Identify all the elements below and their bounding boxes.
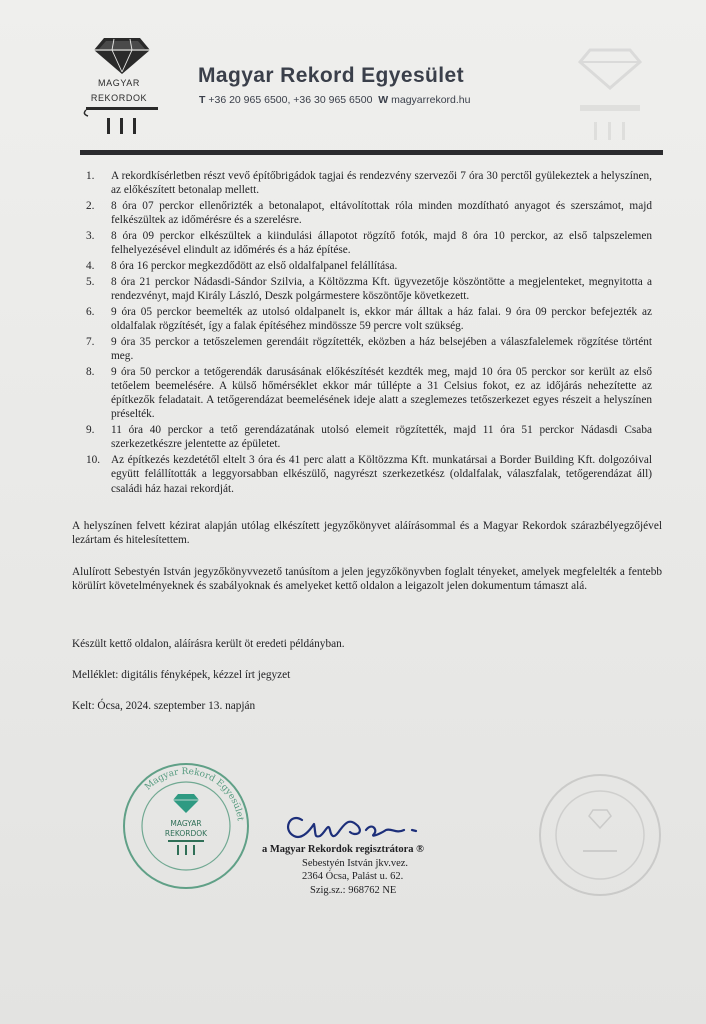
organization-name: Magyar Rekord Egyesület (198, 64, 464, 87)
item-number: 3. (86, 230, 95, 242)
item-number: 1. (86, 170, 95, 182)
item-text: 8 óra 21 perckor Nádasdi-Sándor Szilvia, a Költözzma Kft. ügyvezetője köszöntötte a megjelenteket, megnyitotta a rendezvényt, majd Király László, Deszk polgármestere köszöntője következett. (111, 275, 652, 302)
official-stamp-icon (120, 760, 252, 892)
embossed-seal-icon (535, 770, 665, 900)
phone-label: T (199, 94, 206, 106)
item-text: 9 óra 05 perckor beemelték az utolsó oldalpanelt is, ekkor már álltak a ház falai. 9 óra 09 perckor befejezték az oldalfalak rögzítését, így a falak építéséhez mindössze 59 percre volt szükség. (111, 305, 652, 332)
logo-text-rekordok: REKORDOK (90, 93, 148, 103)
list-item (86, 305, 652, 333)
item-text: Az építkezés kezdetétől eltelt 3 óra és 41 perc alatt a Költözzma Kft. munkatársai a Border Building Kft. dolgozóival együtt felállították a leggyorsabban elkészülő, nagyrészt szerkezetkész (oldalfalak, válaszfalak, tetőgerendázat áll) családi ház hazai rekordját. (111, 454, 652, 495)
date-line: Kelt: Ócsa, 2024. szeptember 13. napján (72, 700, 256, 712)
copies-note: Készült kettő oldalon, aláírásra került öt eredeti példányban. (72, 638, 345, 650)
item-text: 8 óra 07 perckor ellenőrizték a betonalapot, eltávolítottak róla minden mozdítható anyagot és szerszámot, majd felkészültek az időmérésre és a szerelésre. (111, 200, 652, 227)
registrar-name: Sebestyén István jkv.vez. (302, 857, 409, 869)
registrar-address: 2364 Ócsa, Palást u. 62. (302, 871, 404, 882)
list-item (86, 259, 652, 273)
event-timeline-list (86, 169, 652, 497)
item-text: 11 óra 40 perckor a tető gerendázatának utolsó elemeit rögzítették, majd 11 óra 51 perckor Nádasdi Csaba szerkezetkészre jelentette az épületet. (111, 424, 652, 451)
attachment-note: Melléklet: digitális fényképek, kézzel írt jegyzet (72, 669, 291, 681)
item-number: 10. (86, 454, 101, 467)
stamp-ring-text: Magyar Rekord Egyesület (143, 766, 245, 822)
website: magyarrekord.hu (391, 94, 471, 106)
item-text: 8 óra 09 perckor elkészültek a kiindulási állapotot rögzítő fotók, majd 8 óra 10 perckor, az első talpszelemen felhelyezésével elindult az időmérés és a ház építése. (111, 230, 652, 257)
list-item (86, 423, 652, 451)
web-label: W (378, 94, 389, 106)
item-text: 9 óra 50 perckor a tetőgerendák darusásának előkészítését kezdték meg, majd 10 óra 05 perckor sor került az első tetőelem beemelésére. A külső hőmérséklet ekkor már túllépte a 31 Celsius fokot, ez az időjárás nehezítette az építkezők feladatait. A tetőgerendázat beemelésének ideje alatt a szeglemezes tetőszerkezet egyes részeit a helyszínen préselték. (111, 365, 652, 421)
item-number: 6. (86, 305, 95, 318)
header-divider (80, 150, 663, 155)
item-number: 5. (86, 275, 95, 288)
item-number: 8. (86, 365, 95, 378)
item-number: 9. (86, 424, 95, 437)
item-number: 7. (86, 335, 95, 348)
stamp-inner-magyar: MAGYAR (170, 819, 202, 828)
item-text: 8 óra 16 perckor megkezdődött az első oldalfalpanel felállítása. (111, 260, 398, 272)
item-number: 4. (86, 260, 95, 272)
item-text: 9 óra 35 perckor a tetőszelemen gerendáit rögzítették, eközben a ház belsejében a válaszfalelemek rögzítése történt meg. (111, 335, 652, 362)
ghost-logo-icon (560, 30, 660, 150)
signature-block (262, 843, 472, 897)
registrar-title: a Magyar Rekordok regisztrátora ® (262, 844, 425, 855)
stamp-inner-rekordok: REKORDOK (164, 829, 208, 838)
logo-text-magyar: MAGYAR (98, 78, 140, 88)
list-item (86, 275, 652, 303)
list-item (86, 453, 652, 496)
item-text: A rekordkísérletben részt vevő építőbrigádok tagjai és rendezvény szervezői 7 óra 30 perctől gyülekeztek a helyszínen, az előkészített betonalap mellett. (111, 170, 652, 197)
list-item (86, 169, 652, 197)
certification-paragraph: A helyszínen felvett kézirat alapján utólag elkészített jegyzőkönyvet aláírásommal és a Magyar Rekordok szárazbélyegzőjével lezártam és hitelesítettem. (72, 520, 662, 547)
list-item (86, 365, 652, 422)
registrar-id: Szig.sz.: 968762 NE (310, 884, 397, 896)
attestation-paragraph: Alulírott Sebestyén István jegyzőkönyvvezető tanúsítom a jelen jegyzőkönyvben foglalt tényeket, amelyek megfelelték a fentebb körülírt követelményeknek és szabályoknak és amelyeket kettő oldalon a leigazolt jelen dokumentum támaszt alá. (72, 566, 662, 593)
list-item (86, 199, 652, 227)
list-item (86, 229, 652, 257)
list-item (86, 335, 652, 363)
contact-line (199, 94, 470, 106)
phone-numbers: +36 20 965 6500, +36 30 965 6500 (208, 94, 373, 106)
item-number: 2. (86, 200, 95, 212)
